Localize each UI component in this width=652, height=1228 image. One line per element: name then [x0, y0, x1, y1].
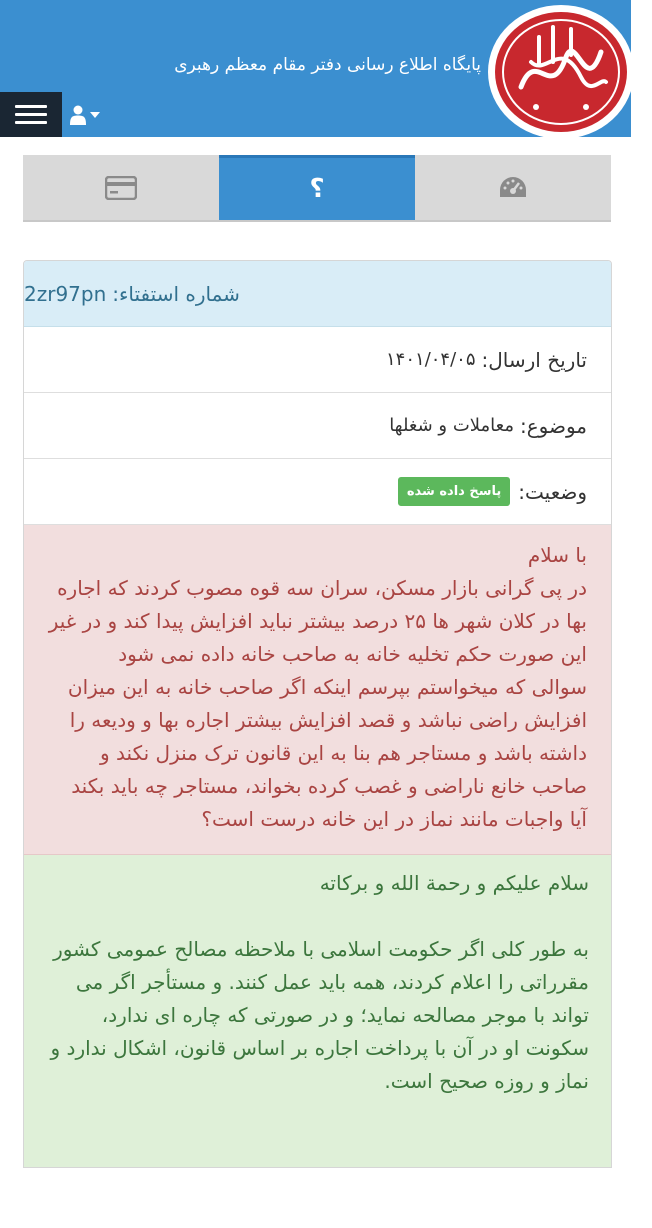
subject-value: معاملات و شغلها: [389, 415, 514, 436]
hamburger-icon: [15, 105, 47, 108]
answer-text: [24, 855, 611, 1167]
tab-questions[interactable]: [219, 155, 415, 220]
question-icon: ؟: [309, 174, 325, 204]
date-value: ۱۴۰۱/۰۴/۰۵: [386, 349, 476, 370]
credit-card-icon: [105, 176, 137, 200]
subject-label: موضوع:: [519, 413, 587, 438]
answer-greeting: سلام علیکم و رحمة الله و برکاته: [319, 871, 589, 895]
user-icon: [70, 105, 86, 125]
inquiry-number-row: [24, 261, 611, 327]
site-logo[interactable]: [488, 5, 634, 139]
answer-paragraph: به طور کلی اگر حکومت اسلامی با ملاحظه مصالح عمومی کشور مقرراتی را اعلام کردند، همه باید عمل کنند. و مستأجر اگر می تواند با موجر مصالحه نماید؛ و در صورتی که چاره ای ندارد، سکونت او در آن با پرداخت اجاره بر اساس قانون، اشکال ندارد و نماز و روزه صحیح است.: [50, 937, 589, 1093]
tab-dashboard[interactable]: [415, 155, 611, 220]
hamburger-menu-button[interactable]: [0, 92, 62, 137]
chevron-down-icon: [90, 112, 100, 118]
date-row: [24, 327, 611, 393]
site-title[interactable]: پایگاه اطلاع رسانی دفتر مقام معظم رهبری: [174, 55, 481, 75]
inquiry-number-label: شماره استفتاء:: [112, 281, 240, 306]
status-row: [24, 459, 611, 525]
question-paragraph: سوالی که میخواستم بپرسم اینکه اگر صاحب خانه به این میزان افزایش راضی نباشد و قصد افزایش بیشتر اجاره بها و ودیعه را داشته باشد و مستاجر هم بنا به این قانون ترک منزل نکند و صاحب خانع ناراضی و غصب کرده بخواند، مستاجر چه باید بکند آیا واجبات مانند نماز در این خانه درست است؟: [67, 675, 587, 831]
calligraphy-emblem: [491, 7, 631, 137]
dashboard-icon: [498, 175, 528, 201]
question-greeting: با سلام: [527, 543, 587, 567]
question-text: [24, 525, 611, 855]
subject-row: [24, 393, 611, 459]
tab-payment[interactable]: [23, 155, 219, 220]
inquiry-number-value: 2zr97pn: [24, 281, 107, 306]
date-label: تاریخ ارسال:: [481, 347, 587, 372]
inquiry-card: [23, 260, 612, 1168]
status-label: وضعیت:: [518, 479, 587, 504]
question-paragraph: در پی گرانی بازار مسکن، سران سه قوه مصوب کردند که اجاره بها در کلان شهر ها ۲۵ درصد بیشتر نباید افزایش پیدا کند و در غیر این صورت حکم تخلیه خانه به صاحب خانه داده نمی شود: [48, 576, 587, 666]
user-menu-button[interactable]: [70, 100, 114, 130]
tab-bar: [23, 155, 611, 222]
status-badge: پاسخ داده شده: [398, 477, 510, 506]
